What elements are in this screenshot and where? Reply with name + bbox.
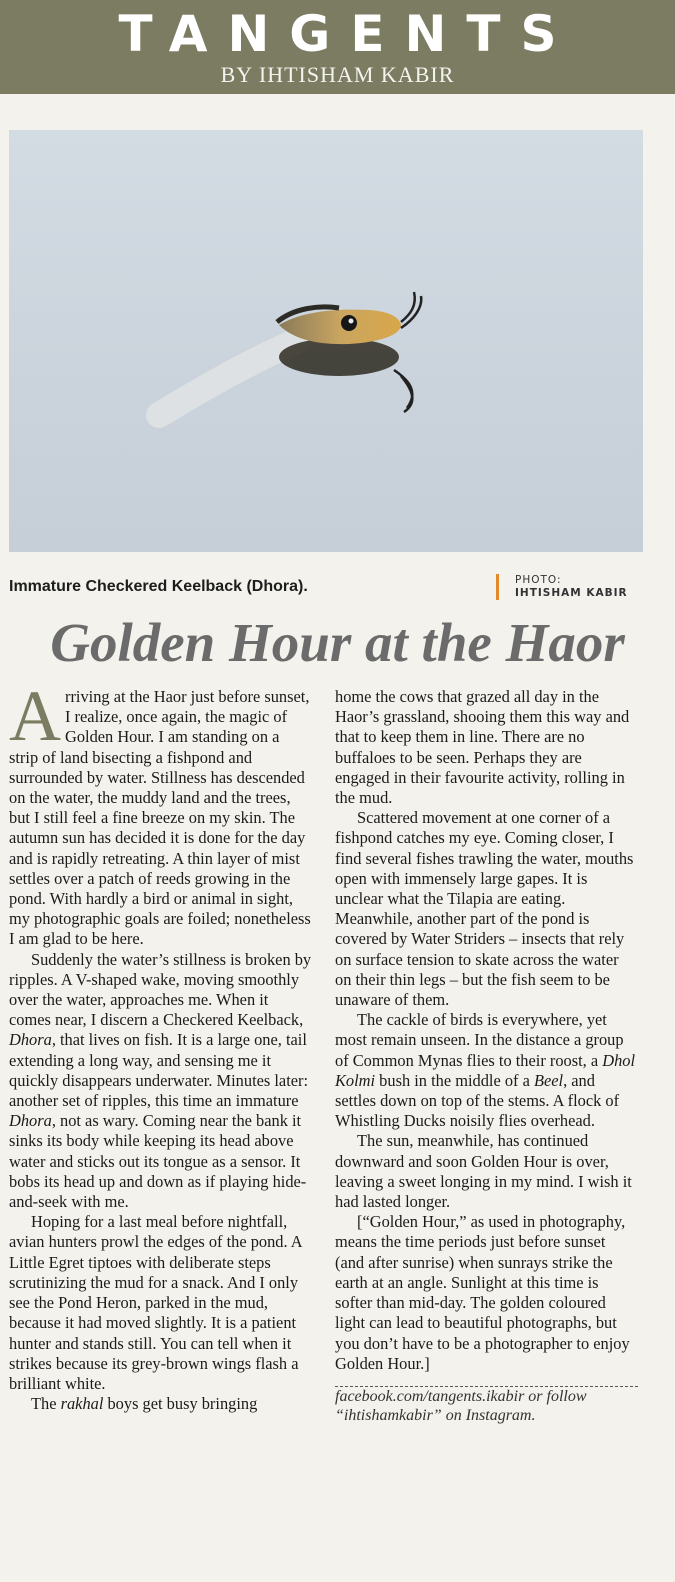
paragraph-text: boys get busy bringing (103, 1394, 258, 1414)
italic-term: Beel (533, 1070, 564, 1090)
photo-credit-name: IHTISHAM KABIR (515, 587, 628, 599)
drop-cap: A (9, 676, 61, 756)
paragraph-text: Suddenly the water’s stillness is broken by ripples. A V-shaped wake, moving smoothly over the water, approaches me. When it comes near, I discern a Checkered Keelback, (9, 949, 312, 1030)
paragraph-text: , and settles down on top of the stems. A flock of Whistling Ducks noisily flies overhead. (335, 1070, 620, 1131)
paragraph (9, 950, 312, 1213)
photo-caption: Immature Checkered Keelback (Dhora). (9, 578, 308, 595)
snake-illustration (9, 130, 643, 552)
paragraph: [“Golden Hour,” as used in photography, means the time periods just before sunset (and after sunrise) when sunrays strike the earth at an angle. Sunlight at this time is softer than mid-day. The golden coloured light can lead to beautiful photographs, but you don’t have to be a photographer to enjoy Golden Hour.] (335, 1212, 630, 1373)
paragraph-text: The cackle of birds is everywhere, yet most remain unseen. In the distance a group of Common Mynas flies to their roost, a (335, 1010, 624, 1070)
photo-credit-label: PHOTO: (515, 574, 562, 586)
paragraph: Scattered movement at one corner of a fishpond catches my eye. Coming closer, I find several fishes trawling the water, mouths open with immensely large gapes. It is unclear what the Tilapia are eating. Meanwhile, another part of the pond is covered by Water Striders – insects that rely on surface tension to skate across the water on their thin legs – but the fish seem to be unaware of them. (335, 808, 634, 1010)
italic-term: Dhora (9, 1030, 52, 1050)
column-banner (0, 0, 675, 94)
paragraph (335, 1010, 638, 1131)
paragraph-text: rriving at the Haor just before sunset, I realize, once again, the magic of Golden Hour. I am standing on a strip of land bisecting a fishpond and surrounded by water. Stillness has descended on the water, the muddy land and the trees, but I still feel a fine breeze on my skin. The autumn sun has decided it is done for the day and is rapidly retreating. A thin layer of mist settles over a patch of reeds growing in the pond. With hardly a bird or animal in sight, my photographic goals are foiled; nonetheless I am glad to be here. (9, 687, 311, 949)
italic-term: Dhora (9, 1111, 52, 1131)
column-title: TANGENTS (118, 5, 577, 63)
article-headline: Golden Hour at the Haor (50, 612, 625, 673)
column-byline: BY IHTISHAM KABIR (220, 62, 455, 87)
snake-photo (9, 130, 643, 552)
paragraph: The sun, meanwhile, has continued downward and soon Golden Hour is over, leaving a sweet longing in my mind. I wish it had lasted longer. (335, 1131, 632, 1212)
photo-credit (496, 574, 628, 600)
italic-term: rakhal (60, 1394, 104, 1414)
social-footer: facebook.com/tangents.ikabir or follow “ihtishamkabir” on Instagram. (335, 1387, 587, 1424)
paragraph-text: bush in the middle of a (375, 1070, 534, 1090)
paragraph-text: , that lives on fish. It is a large one, tail extending a long way, and sensing me it quickly disappears underwater. Minutes later: another set of ripples, this time an immature (9, 1030, 309, 1111)
paragraph: home the cows that grazed all day in the Haor’s grassland, shooing them this way and that to keep them in line. There are no buffaloes to be seen. Perhaps they are engaged in their favourite activity, rolling in the mud. (335, 687, 630, 808)
article-column-right (335, 687, 638, 1425)
paragraph: Hoping for a last meal before nightfall, avian hunters prowl the edges of the pond. A Little Egret tiptoes with deliberate steps scrutinizing the mud for a snack. And I only see the Pond Heron, parked in the mud, because it had moved slightly. It is a patient hunter and stands still. You can tell when it strikes because its grey-brown wings flash a brilliant white. (9, 1212, 302, 1393)
paragraph (9, 1394, 312, 1414)
article-column-left (9, 676, 312, 1414)
paragraph-text: , not as wary. Coming near the bank it sinks its body while keeping its head above water and sticks out its tongue as a sensor. It bobs its head up and down as if playing hide-and-seek with me. (9, 1111, 307, 1212)
italic-term: Dhol Kolmi (335, 1050, 636, 1090)
paragraph (9, 676, 312, 950)
photo-caption-row (9, 574, 643, 608)
paragraph-text: The (31, 1394, 61, 1414)
